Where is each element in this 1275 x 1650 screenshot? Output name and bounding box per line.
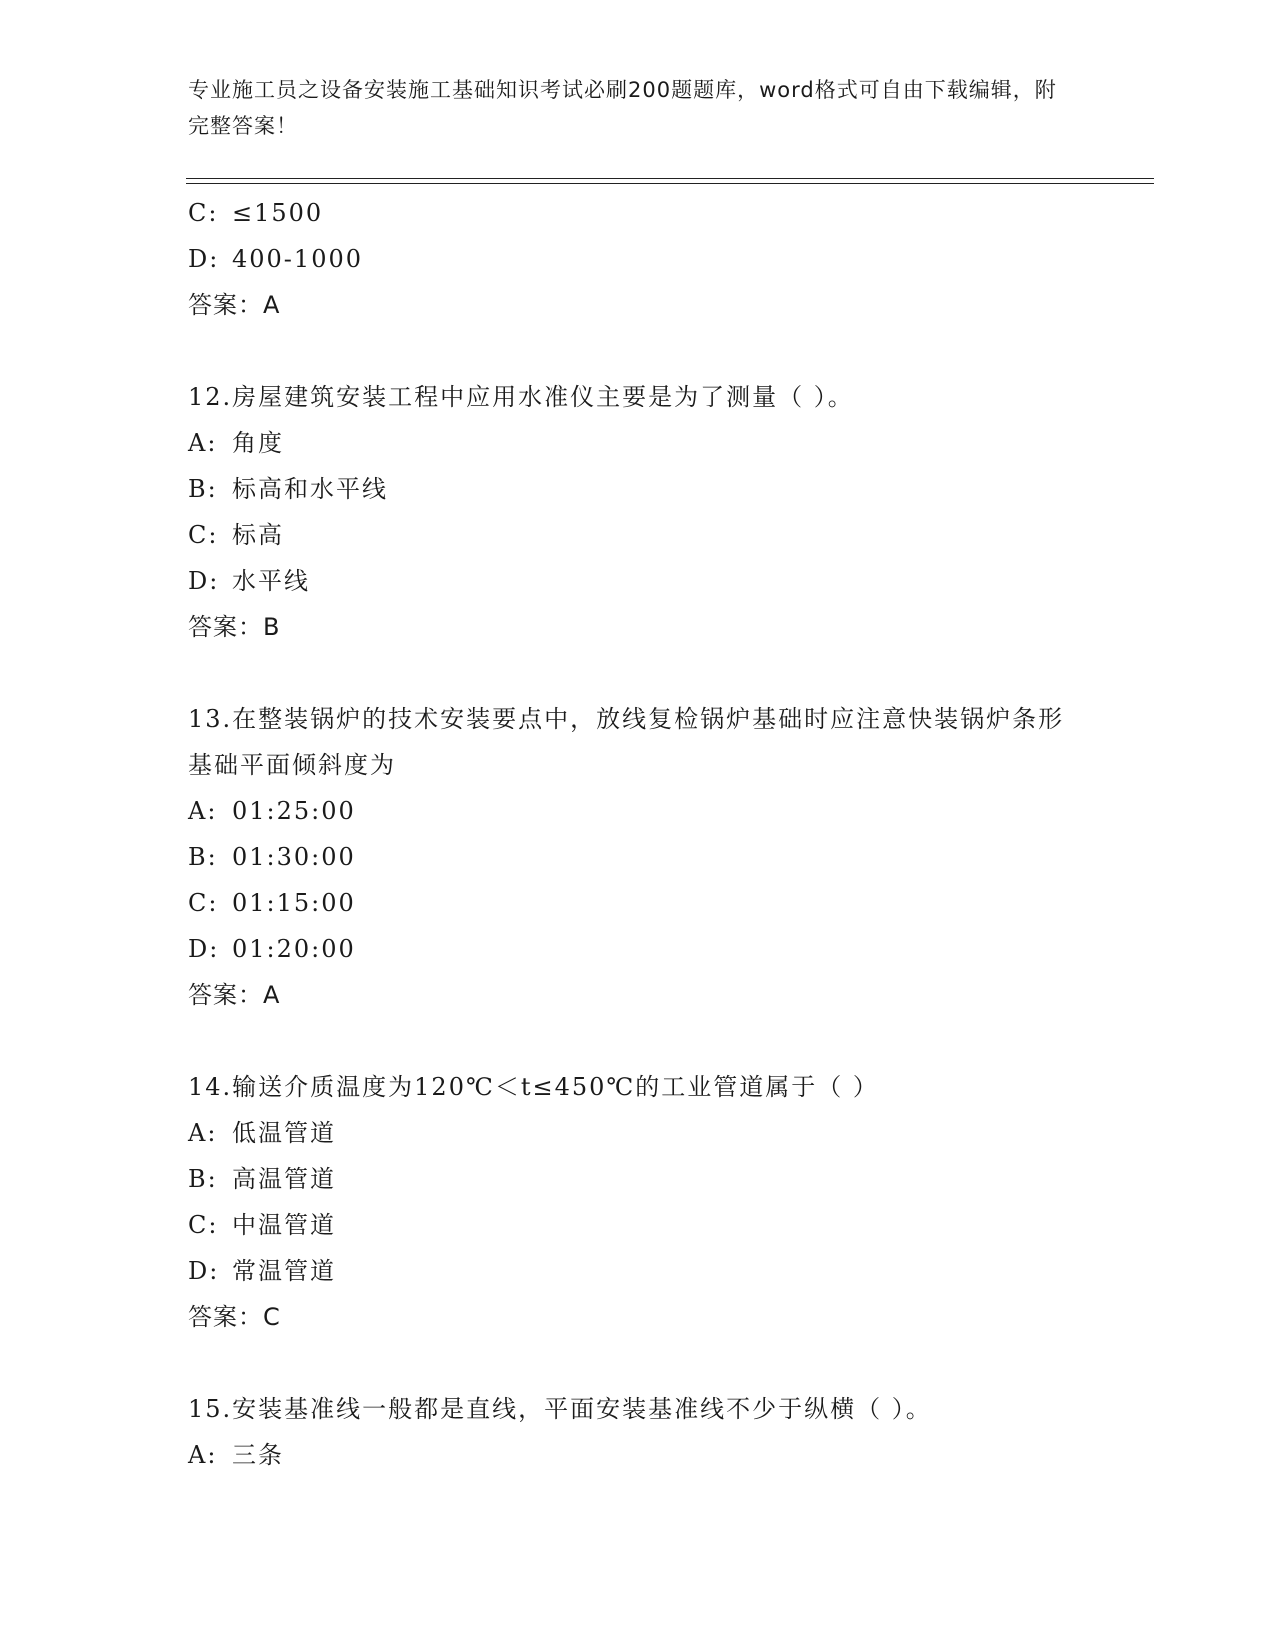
option-label: C:: [188, 521, 219, 549]
option-b: [188, 834, 1088, 880]
option-text: 角度: [232, 429, 284, 457]
question-11-continuation: [188, 190, 1088, 328]
question-13: [188, 696, 1088, 1018]
header-divider-top: [186, 178, 1154, 179]
option-d: [188, 558, 1088, 604]
option-a: [188, 420, 1088, 466]
option-label: B:: [188, 1165, 218, 1193]
question-12: [188, 374, 1088, 650]
option-d: [188, 1248, 1088, 1294]
option-b: [188, 466, 1088, 512]
answer-line: 答案：C: [188, 1303, 281, 1331]
option-label: D:: [188, 245, 220, 273]
answer-line: 答案：A: [188, 291, 281, 319]
option-c: [188, 1202, 1088, 1248]
option-label: A:: [188, 429, 218, 457]
option-label: D:: [188, 935, 220, 963]
option-text: 400-1000: [232, 245, 363, 273]
option-text: 标高和水平线: [232, 475, 388, 503]
option-text: 标高: [232, 521, 284, 549]
header-title: 专业施工员之设备安装施工基础知识考试必刷200题题库，word格式可自由下载编辑，附完整答案！: [188, 78, 1057, 138]
question-stem: 14.输送介质温度为120℃＜t≤450℃的工业管道属于（ ）: [188, 1073, 879, 1101]
option-text: ≤1500: [232, 199, 324, 227]
option-label: A:: [188, 797, 218, 825]
header-divider-bottom: [186, 183, 1154, 184]
option-text: 水平线: [232, 567, 310, 595]
option-text: 三条: [232, 1441, 284, 1469]
answer-line: 答案：B: [188, 613, 281, 641]
option-label: B:: [188, 475, 218, 503]
option-text: 中温管道: [232, 1211, 336, 1239]
option-b: [188, 1156, 1088, 1202]
document-header: [188, 72, 1078, 144]
option-label: C:: [188, 889, 219, 917]
option-label: D:: [188, 1257, 220, 1285]
question-15: [188, 1386, 1088, 1478]
option-text: 01:15:00: [232, 889, 356, 917]
option-c: [188, 190, 1088, 236]
option-label: C:: [188, 199, 219, 227]
option-label: A:: [188, 1119, 218, 1147]
option-d: [188, 236, 1088, 282]
option-text: 高温管道: [232, 1165, 336, 1193]
option-label: B:: [188, 843, 218, 871]
question-14: [188, 1064, 1088, 1340]
option-text: 常温管道: [232, 1257, 336, 1285]
option-a: [188, 1432, 1088, 1478]
option-c: [188, 512, 1088, 558]
option-a: [188, 788, 1088, 834]
option-a: [188, 1110, 1088, 1156]
question-stem: 13.在整装锅炉的技术安装要点中，放线复检锅炉基础时应注意快装锅炉条形基础平面倾斜度为: [188, 705, 1065, 779]
option-label: A:: [188, 1441, 218, 1469]
answer-line: 答案：A: [188, 981, 281, 1009]
option-text: 01:20:00: [232, 935, 356, 963]
question-stem: 15.安装基准线一般都是直线，平面安装基准线不少于纵横（ ）。: [188, 1395, 932, 1423]
option-text: 01:25:00: [232, 797, 356, 825]
document-body: [188, 190, 1088, 1478]
option-c: [188, 880, 1088, 926]
option-d: [188, 926, 1088, 972]
option-text: 低温管道: [232, 1119, 336, 1147]
question-stem: 12.房屋建筑安装工程中应用水准仪主要是为了测量（ ）。: [188, 383, 854, 411]
option-text: 01:30:00: [232, 843, 356, 871]
option-label: C:: [188, 1211, 219, 1239]
option-label: D:: [188, 567, 220, 595]
